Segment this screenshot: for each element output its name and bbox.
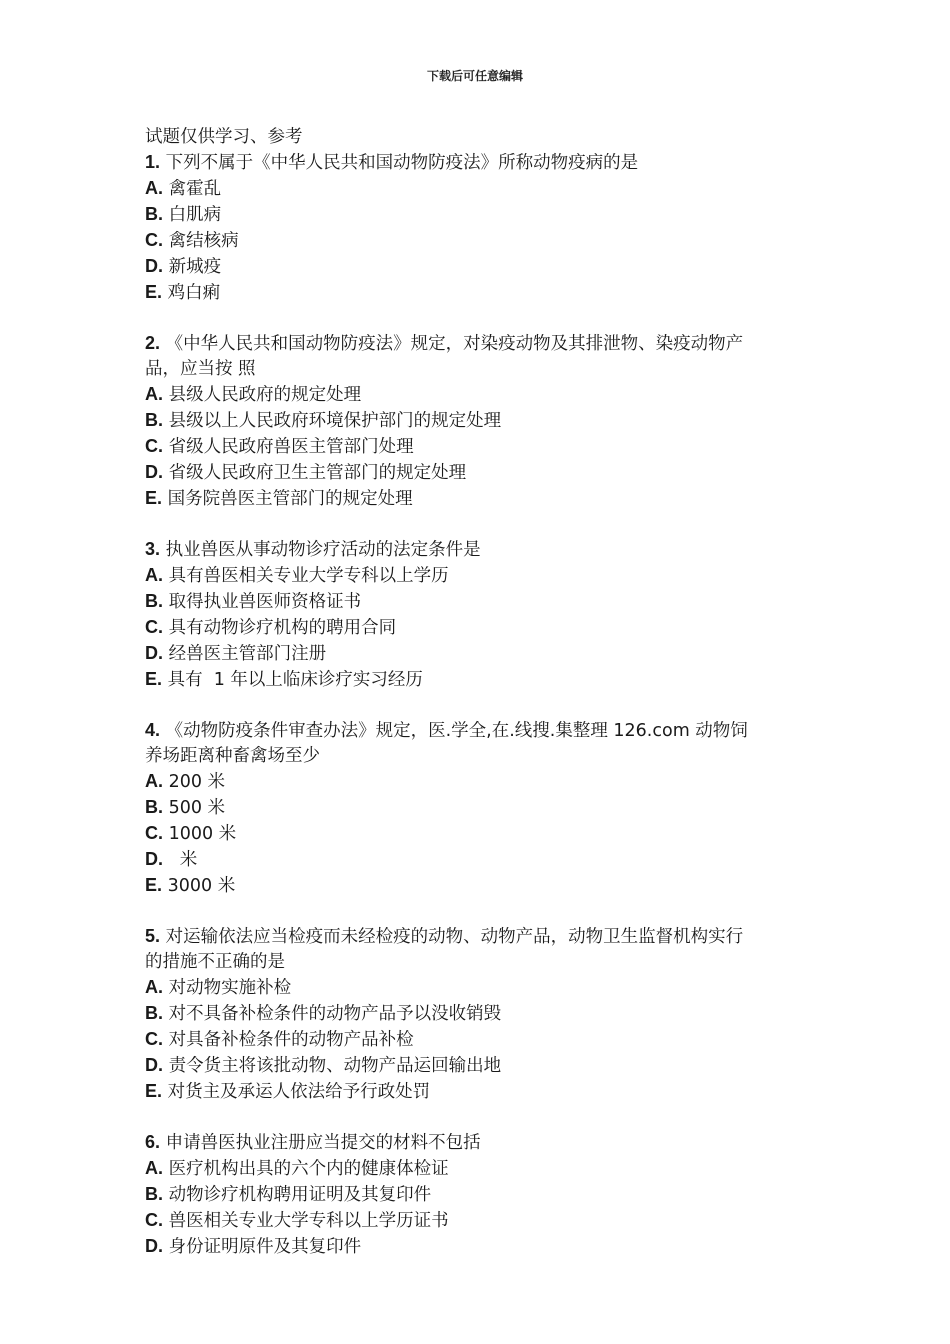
option-letter: D.: [145, 256, 163, 276]
option-letter: C.: [145, 1029, 163, 1049]
answer-option: [145, 1156, 810, 1182]
answer-option: [145, 667, 810, 693]
option-text: 具有兽医相关专业大学专科以上学历: [168, 566, 449, 586]
option-letter: A.: [145, 977, 163, 997]
option-letter: C.: [145, 1210, 163, 1230]
answer-option: [145, 795, 810, 821]
option-text: 对不具备补检条件的动物产品予以没收销毁: [168, 1004, 502, 1024]
option-letter: D.: [145, 1236, 163, 1256]
answer-option: [145, 1053, 810, 1079]
option-text: 对动物实施补检: [168, 978, 292, 998]
answer-option: [145, 1027, 810, 1053]
question-number: 6.: [145, 1132, 161, 1152]
question-number: 5.: [145, 926, 161, 946]
option-text: 禽霍乱: [168, 179, 222, 199]
question-stem-line: [145, 950, 810, 975]
option-letter: C.: [145, 617, 163, 637]
question-stem-text: 下列不属于《中华人民共和国动物防疫法》所称动物疫病的是: [165, 153, 639, 173]
answer-option: [145, 486, 810, 512]
option-letter: B.: [145, 204, 163, 224]
option-letter: E.: [145, 875, 163, 895]
option-text: 白肌病: [168, 205, 222, 225]
option-text: 县级人民政府的规定处理: [168, 385, 362, 405]
option-text: 经兽医主管部门注册: [168, 644, 327, 664]
header-note: 下载后可任意编辑: [426, 69, 523, 83]
option-letter: E.: [145, 488, 163, 508]
question-block: [145, 537, 810, 693]
option-text: 3000 米: [167, 876, 236, 896]
option-text: 具有 1 年以上临床诊疗实习经历: [167, 670, 423, 690]
answer-option: [145, 202, 810, 228]
answer-option: [145, 382, 810, 408]
answer-option: [145, 1079, 810, 1105]
question-stem-line: [145, 1130, 810, 1156]
answer-option: [145, 434, 810, 460]
question-block: [145, 924, 810, 1105]
option-letter: A.: [145, 384, 163, 404]
answer-option: [145, 1208, 810, 1234]
option-letter: A.: [145, 178, 163, 198]
option-letter: D.: [145, 462, 163, 482]
option-text: 省级人民政府兽医主管部门处理: [168, 437, 414, 457]
answer-option: [145, 254, 810, 280]
option-letter: C.: [145, 230, 163, 250]
option-letter: C.: [145, 436, 163, 456]
option-text: 身份证明原件及其复印件: [168, 1237, 362, 1257]
option-text: 禽结核病: [168, 231, 239, 251]
answer-option: [145, 228, 810, 254]
question-number: 4.: [145, 720, 161, 740]
option-letter: B.: [145, 797, 163, 817]
option-text: 责令货主将该批动物、动物产品运回输出地: [168, 1056, 502, 1076]
answer-option: [145, 589, 810, 615]
option-text: 医疗机构出具的六个内的健康体检证: [168, 1159, 449, 1179]
answer-option: [145, 563, 810, 589]
question-stem-line: [145, 357, 810, 382]
question-stem-line: [145, 744, 810, 769]
option-text: 对具备补检条件的动物产品补检: [168, 1030, 414, 1050]
question-stem-line: [145, 150, 810, 176]
answer-option: [145, 1182, 810, 1208]
answer-option: [145, 460, 810, 486]
option-text: 县级以上人民政府环境保护部门的规定处理: [168, 411, 502, 431]
question-stem-line: [145, 718, 810, 744]
intro-line: 试题仅供学习、参考: [145, 127, 303, 147]
question-stem-text: 品，应当按 照: [145, 359, 256, 379]
option-letter: A.: [145, 1158, 163, 1178]
option-letter: B.: [145, 591, 163, 611]
option-letter: A.: [145, 565, 163, 585]
question-list: [145, 150, 810, 1260]
option-letter: B.: [145, 1184, 163, 1204]
question-number: 2.: [145, 333, 161, 353]
question-stem-line: [145, 924, 810, 950]
option-letter: B.: [145, 1003, 163, 1023]
answer-option: [145, 1001, 810, 1027]
question-stem-line: [145, 331, 810, 357]
question-stem-text: 养场距离种畜禽场至少: [145, 746, 320, 766]
option-text: 米: [168, 850, 198, 870]
answer-option: [145, 280, 810, 306]
option-letter: E.: [145, 282, 163, 302]
answer-option: [145, 615, 810, 641]
answer-option: [145, 847, 810, 873]
question-block: [145, 1130, 810, 1260]
question-stem-text: 对运输依法应当检疫而未经检疫的动物、动物产品，动物卫生监督机构实行: [165, 927, 744, 947]
answer-option: [145, 975, 810, 1001]
question-stem-text: 《动物防疫条件审查办法》规定，医.学全,在.线搜.集整理 126.com 动物饲: [165, 721, 748, 741]
document-body: [145, 125, 810, 1260]
option-letter: C.: [145, 823, 163, 843]
question-stem-text: 《中华人民共和国动物防疫法》规定，对染疫动物及其排泄物、染疫动物产: [165, 334, 744, 354]
option-text: 500 米: [168, 798, 226, 818]
answer-option: [145, 641, 810, 667]
answer-option: [145, 769, 810, 795]
option-letter: D.: [145, 643, 163, 663]
option-text: 省级人民政府卫生主管部门的规定处理: [168, 463, 467, 483]
answer-option: [145, 1234, 810, 1260]
option-text: 1000 米: [168, 824, 237, 844]
option-text: 国务院兽医主管部门的规定处理: [167, 489, 413, 509]
option-text: 取得执业兽医师资格证书: [168, 592, 362, 612]
answer-option: [145, 408, 810, 434]
question-stem-line: [145, 537, 810, 563]
option-text: 动物诊疗机构聘用证明及其复印件: [168, 1185, 432, 1205]
question-block: [145, 150, 810, 306]
option-letter: A.: [145, 771, 163, 791]
option-letter: E.: [145, 1081, 163, 1101]
question-block: [145, 718, 810, 899]
option-text: 新城疫: [168, 257, 222, 277]
option-letter: B.: [145, 410, 163, 430]
answer-option: [145, 873, 810, 899]
option-text: 具有动物诊疗机构的聘用合同: [168, 618, 397, 638]
option-text: 200 米: [168, 772, 226, 792]
question-stem-text: 的措施不正确的是: [145, 952, 285, 972]
question-stem-text: 执业兽医从事动物诊疗活动的法定条件是: [165, 540, 481, 560]
question-stem-text: 申请兽医执业注册应当提交的材料不包括: [165, 1133, 481, 1153]
option-text: 兽医相关专业大学专科以上学历证书: [168, 1211, 449, 1231]
option-letter: E.: [145, 669, 163, 689]
option-text: 鸡白痢: [167, 283, 221, 303]
option-text: 对货主及承运人依法给予行政处罚: [167, 1082, 431, 1102]
option-letter: D.: [145, 849, 163, 869]
question-block: [145, 331, 810, 512]
answer-option: [145, 176, 810, 202]
question-number: 1.: [145, 152, 161, 172]
question-number: 3.: [145, 539, 161, 559]
option-letter: D.: [145, 1055, 163, 1075]
answer-option: [145, 821, 810, 847]
